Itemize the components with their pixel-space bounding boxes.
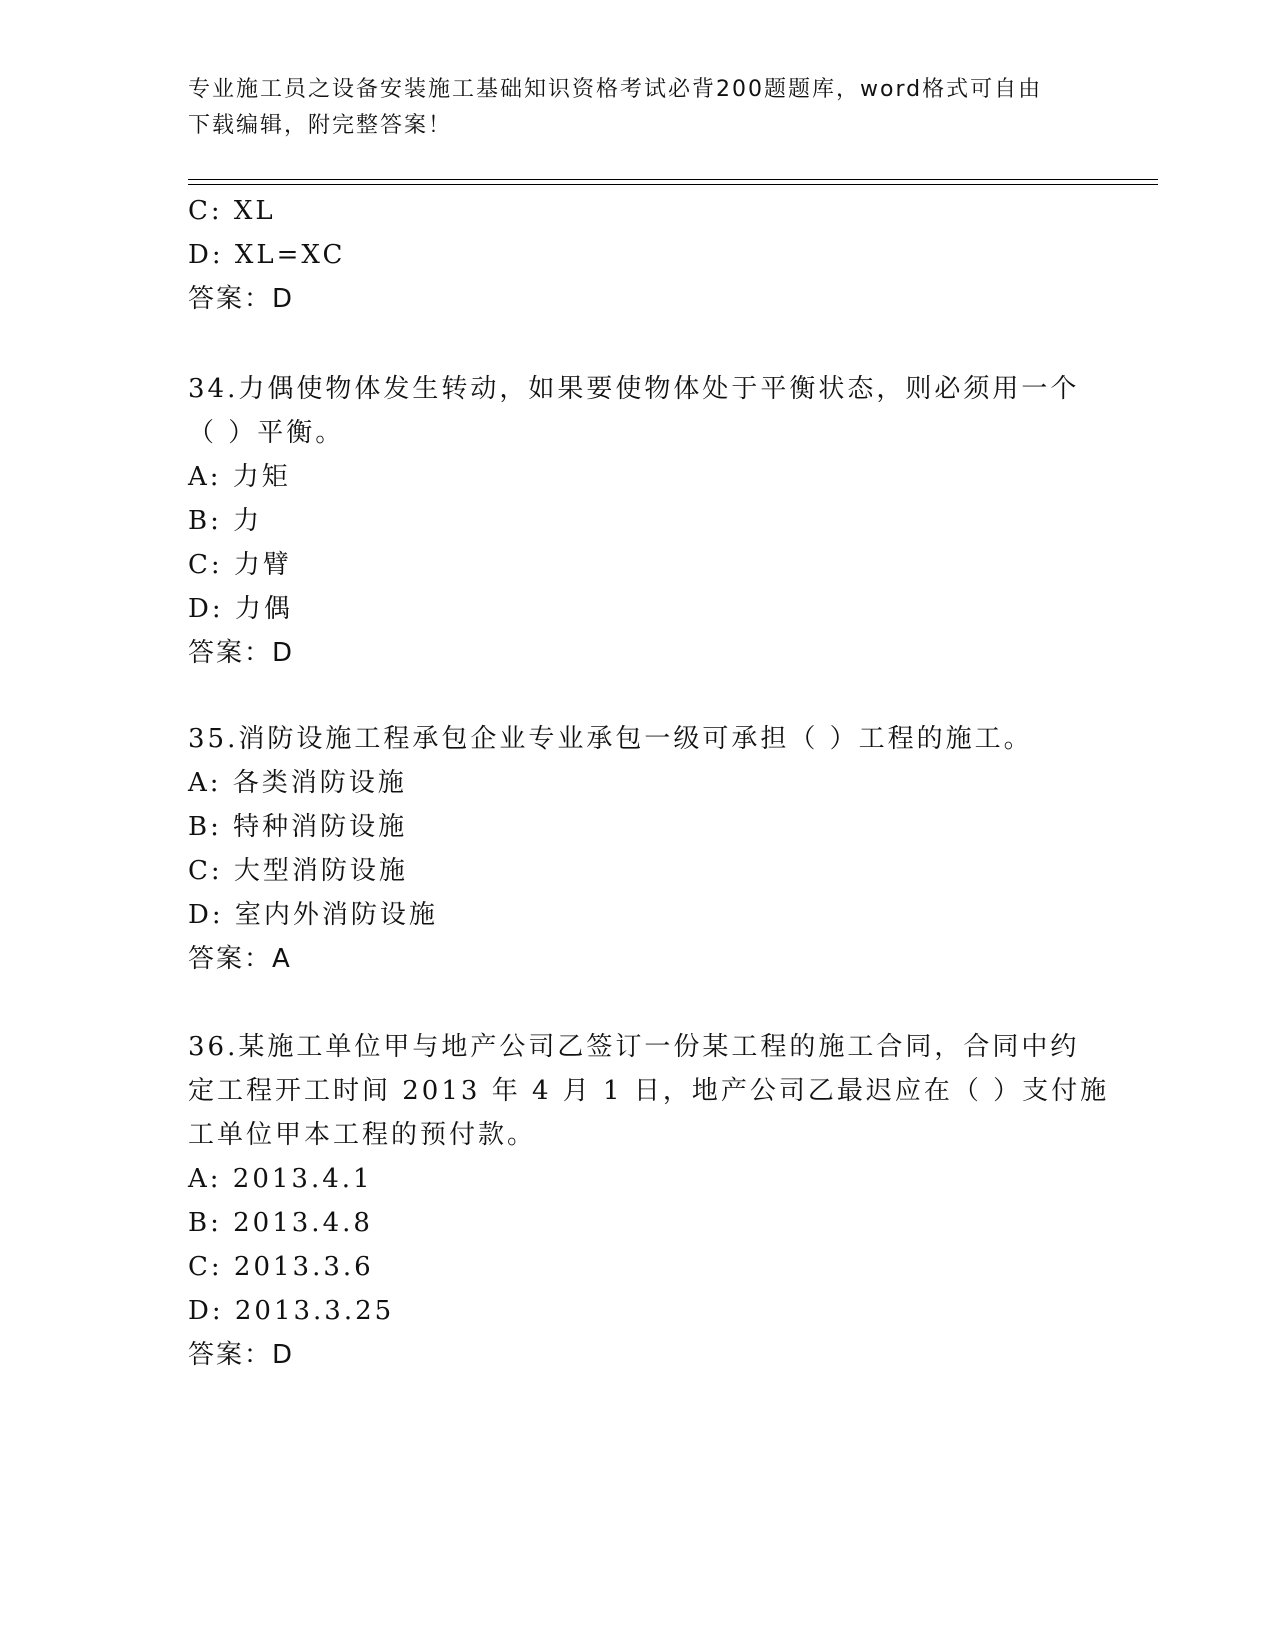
- q34-stem-line-2: （ ）平衡。: [188, 418, 345, 448]
- prev-answer: 答案：D: [188, 284, 295, 314]
- q36-option-b: B: 2013.4.8: [188, 1208, 373, 1238]
- q35-option-a: A: 各类消防设施: [188, 768, 407, 798]
- q36-option-c: C: 2013.3.6: [188, 1252, 374, 1282]
- prev-option-c: C: XL: [188, 196, 276, 226]
- q35-option-c: C: 大型消防设施: [188, 856, 408, 886]
- q34-option-b: B: 力: [188, 506, 263, 536]
- document-header: [188, 72, 1088, 144]
- header-line-2: 下载编辑，附完整答案！: [188, 113, 453, 138]
- q36-stem-line-2: 定工程开工时间 2013 年 4 月 1 日，地产公司乙最迟应在（ ）支付施: [188, 1076, 1110, 1106]
- q34-answer: 答案：D: [188, 638, 295, 668]
- q36-stem-line-1: 36.某施工单位甲与地产公司乙签订一份某工程的施工合同，合同中约: [188, 1032, 1080, 1062]
- header-divider-top: [188, 179, 1158, 180]
- q35-option-b: B: 特种消防设施: [188, 812, 408, 842]
- q34-option-a: A: 力矩: [188, 462, 291, 492]
- q36-answer: 答案：D: [188, 1340, 295, 1370]
- q36-option-a: A: 2013.4.1: [188, 1164, 373, 1194]
- q36-stem-line-3: 工单位甲本工程的预付款。: [188, 1120, 537, 1150]
- header-line-1: 专业施工员之设备安装施工基础知识资格考试必背200题题库，word格式可自由: [188, 77, 1043, 102]
- q35-stem-line-1: 35.消防设施工程承包企业专业承包一级可承担（ ）工程的施工。: [188, 724, 1033, 754]
- q34-stem-line-1: 34.力偶使物体发生转动，如果要使物体处于平衡状态，则必须用一个: [188, 374, 1080, 404]
- q35-answer: 答案：A: [188, 944, 292, 974]
- q35-option-d: D: 室内外消防设施: [188, 900, 438, 930]
- q36-option-d: D: 2013.3.25: [188, 1296, 395, 1326]
- q34-option-c: C: 力臂: [188, 550, 292, 580]
- q34-option-d: D: 力偶: [188, 594, 293, 624]
- prev-option-d: D: XL=XC: [188, 240, 346, 270]
- header-divider-bottom: [188, 184, 1158, 185]
